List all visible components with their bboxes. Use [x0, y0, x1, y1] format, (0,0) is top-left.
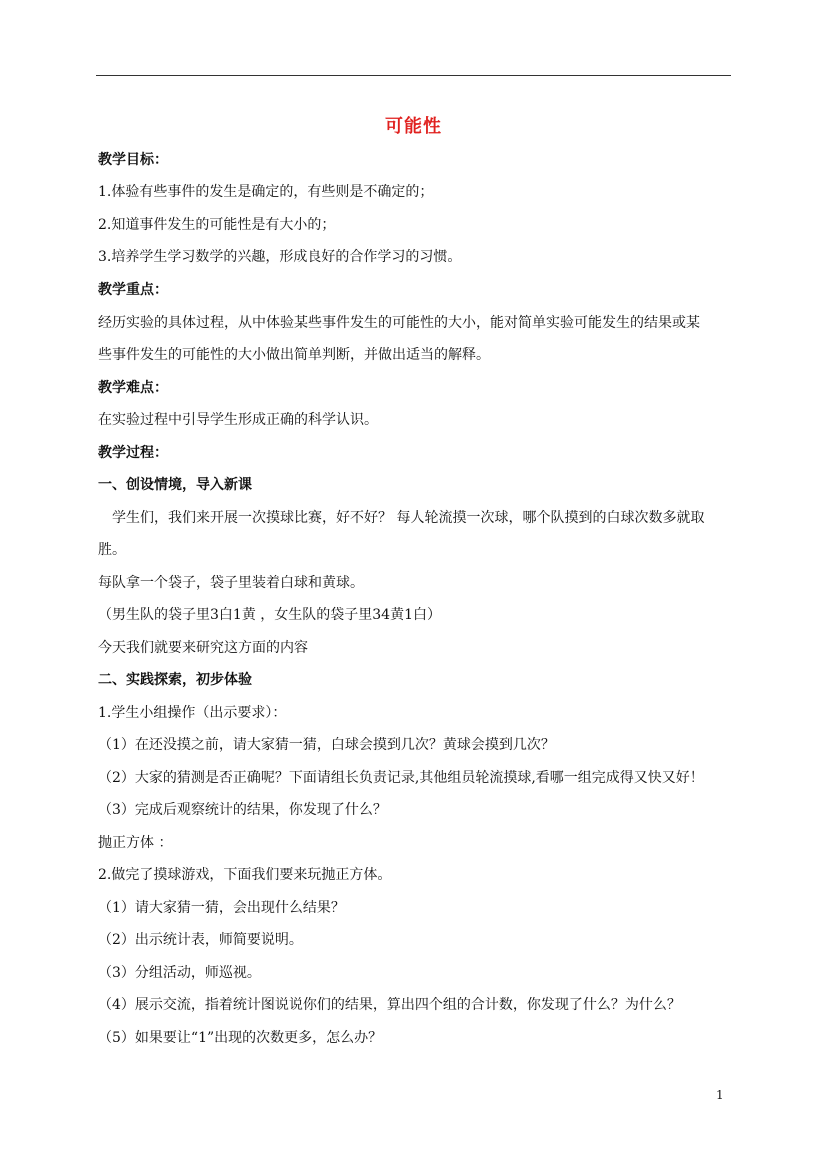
section-2-heading: 二、实践探索，初步体验	[98, 672, 252, 688]
list-item: （1）在还没摸之前，请大家猜一猜，白球会摸到几次？黄球会摸到几次？	[98, 737, 555, 753]
heading-teaching-goals: 教学目标：	[98, 152, 168, 168]
key-points-line-2: 些事件发生的可能性的大小做出简单判断，并做出适当的解释。	[98, 347, 490, 363]
goal-line-1: 1.体验有些事件的发生是确定的，有些则是不确定的；	[98, 184, 434, 200]
section-1-heading: 一、创设情境，导入新课	[98, 477, 252, 493]
list-item: 1.学生小组操作（出示要求）：	[98, 705, 287, 721]
subheading-line: 抛正方体 ：	[98, 835, 173, 851]
list-item: （2）大家的猜测是否正确呢？下面请组长负责记录,其他组员轮流摸球,看哪一组完成得又快又好！	[98, 770, 704, 786]
difficulties-line: 在实验过程中引导学生形成正确的科学认识。	[98, 412, 378, 428]
paragraph-line: （男生队的袋子里3白1黄 ，女生队的袋子里34黄1白）	[98, 607, 441, 623]
goal-line-2: 2.知道事件发生的可能性是有大小的；	[98, 217, 336, 233]
list-item: 2.做完了摸球游戏，下面我们要来玩抛正方体。	[98, 867, 392, 883]
paragraph-line: 今天我们就要来研究这方面的内容	[98, 640, 308, 656]
paragraph-line: 每队拿一个袋子，袋子里装着白球和黄球。	[98, 575, 364, 591]
heading-difficulties: 教学难点：	[98, 380, 168, 396]
list-item: （3）分组活动，师巡视。	[98, 965, 261, 981]
page-number: 1	[716, 1088, 724, 1102]
list-item: （4）展示交流，指着统计图说说你们的结果，算出四个组的合计数，你发现了什么？为什么？	[98, 997, 681, 1013]
paragraph-line: 胜。	[98, 542, 126, 558]
heading-key-points: 教学重点：	[98, 282, 168, 298]
page-title: 可能性	[385, 116, 442, 137]
list-item: （2）出示统计表，师简要说明。	[98, 932, 303, 948]
header-rule	[96, 75, 731, 76]
key-points-line-1: 经历实验的具体过程，从中体验某些事件发生的可能性的大小，能对简单实验可能发生的结果或某	[98, 315, 700, 331]
paragraph-line: 学生们，我们来开展一次摸球比赛，好不好？ 每人轮流摸一次球，哪个队摸到的白球次数多就取	[98, 510, 705, 526]
goal-line-3: 3.培养学生学习数学的兴趣，形成良好的合作学习的习惯。	[98, 249, 462, 265]
list-item: （5）如果要让“1”出现的次数更多，怎么办？	[98, 1030, 383, 1046]
heading-process: 教学过程：	[98, 445, 168, 461]
list-item: （1）请大家猜一猜，会出现什么结果？	[98, 900, 345, 916]
list-item: （3）完成后观察统计的结果，你发现了什么？	[98, 802, 387, 818]
